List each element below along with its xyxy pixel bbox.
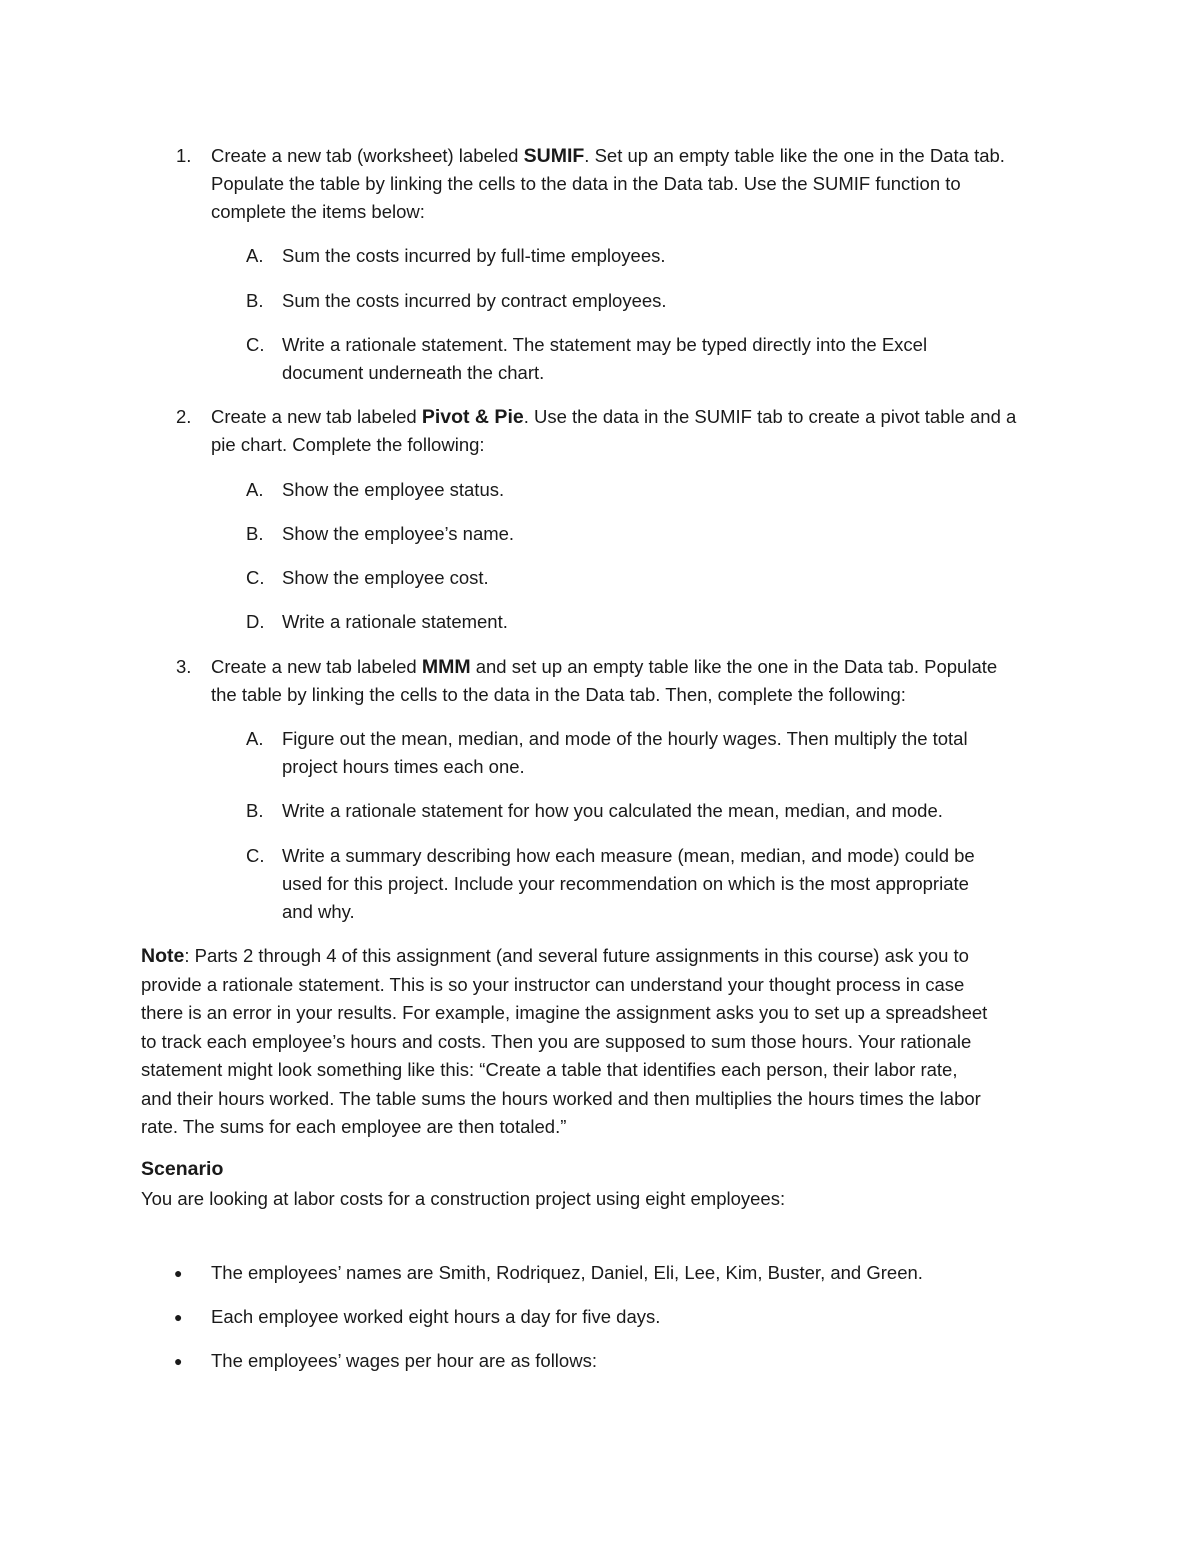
sub-letter: A. — [246, 479, 264, 500]
list-item-text: pie chart. Complete the following: — [211, 434, 485, 455]
list-item-text: the table by linking the cells to the data in the Data tab. Then, complete the following: — [211, 684, 906, 705]
note-line: provide a rationale statement. This is so your instructor can understand your thought process in case — [141, 974, 965, 995]
sub-item-text: Write a summary describing how each measure (mean, median, and mode) could be — [282, 845, 975, 866]
scenario-intro: You are looking at labor costs for a construction project using eight employees: — [141, 1188, 786, 1209]
list-item-text: Create a new tab (worksheet) labeled SUMIF. Set up an empty table like the one in the Data tab. — [211, 145, 1005, 167]
bullet-icon: ● — [174, 1353, 183, 1369]
sub-item-text: and why. — [282, 901, 355, 922]
sub-letter: A. — [246, 245, 264, 266]
tab-name-sumif: SUMIF — [523, 145, 585, 167]
list-item-text: Populate the table by linking the cells to the data in the Data tab. Use the SUMIF function to — [211, 173, 961, 194]
sub-item-text: Write a rationale statement. — [282, 611, 508, 632]
note-line: and their hours worked. The table sums the hours worked and then multiplies the hours times the labor — [141, 1088, 981, 1109]
sub-item-text: Write a rationale statement for how you calculated the mean, median, and mode. — [282, 800, 943, 821]
note-line: there is an error in your results. For example, imagine the assignment asks you to set up a spreadsheet — [141, 1002, 988, 1023]
sub-letter: C. — [246, 334, 265, 355]
sub-item-text: Show the employee’s name. — [282, 523, 515, 544]
sub-letter: D. — [246, 611, 265, 632]
tab-name-pivot-pie: Pivot & Pie — [421, 406, 524, 428]
list-item-text: Create a new tab labeled MMM and set up an empty table like the one in the Data tab. Populate — [211, 656, 998, 678]
bullet-item: Each employee worked eight hours a day for five days. — [211, 1306, 661, 1327]
note-line: rate. The sums for each employee are then totaled.” — [141, 1116, 567, 1137]
sub-item-text: Show the employee status. — [282, 479, 505, 500]
sub-item-text: Show the employee cost. — [282, 567, 489, 588]
sub-item-text: Sum the costs incurred by contract employees. — [282, 290, 667, 311]
bullet-item: The employees’ wages per hour are as follows: — [211, 1350, 597, 1371]
bullet-item: The employees’ names are Smith, Rodriquez, Daniel, Eli, Lee, Kim, Buster, and Green. — [211, 1262, 923, 1283]
sub-item-text: used for this project. Include your recommendation on which is the most appropriate — [282, 873, 969, 894]
sub-letter: A. — [246, 728, 264, 749]
list-number: 2. — [176, 406, 192, 427]
sub-letter: B. — [246, 800, 264, 821]
list-item-text: Create a new tab labeled Pivot & Pie. Use the data in the SUMIF tab to create a pivot table and a — [211, 406, 1017, 428]
bullet-icon: ● — [174, 1265, 183, 1281]
note-line: Note: Parts 2 through 4 of this assignment (and several future assignments in this course) ask you to — [141, 945, 969, 967]
sub-letter: B. — [246, 523, 264, 544]
note-line: to track each employee’s hours and costs. Then you are supposed to sum those hours. Your rationale — [141, 1031, 972, 1052]
note-label: Note — [141, 945, 185, 967]
sub-letter: B. — [246, 290, 264, 311]
list-number: 1. — [176, 145, 192, 166]
sub-item-text: Figure out the mean, median, and mode of the hourly wages. Then multiply the total — [282, 728, 968, 749]
list-item-text: complete the items below: — [211, 201, 425, 222]
sub-letter: C. — [246, 567, 265, 588]
note-line: statement might look something like this: “Create a table that identifies each person, their labor rate, — [141, 1059, 958, 1080]
sub-item-text: Sum the costs incurred by full-time employees. — [282, 245, 666, 266]
sub-letter: C. — [246, 845, 265, 866]
list-number: 3. — [176, 656, 192, 677]
sub-item-text: Write a rationale statement. The statement may be typed directly into the Excel — [282, 334, 928, 355]
sub-item-text: project hours times each one. — [282, 756, 525, 777]
sub-item-text: document underneath the chart. — [282, 362, 545, 383]
bullet-icon: ● — [174, 1309, 183, 1325]
tab-name-mmm: MMM — [421, 656, 471, 678]
scenario-heading: Scenario — [141, 1158, 224, 1180]
